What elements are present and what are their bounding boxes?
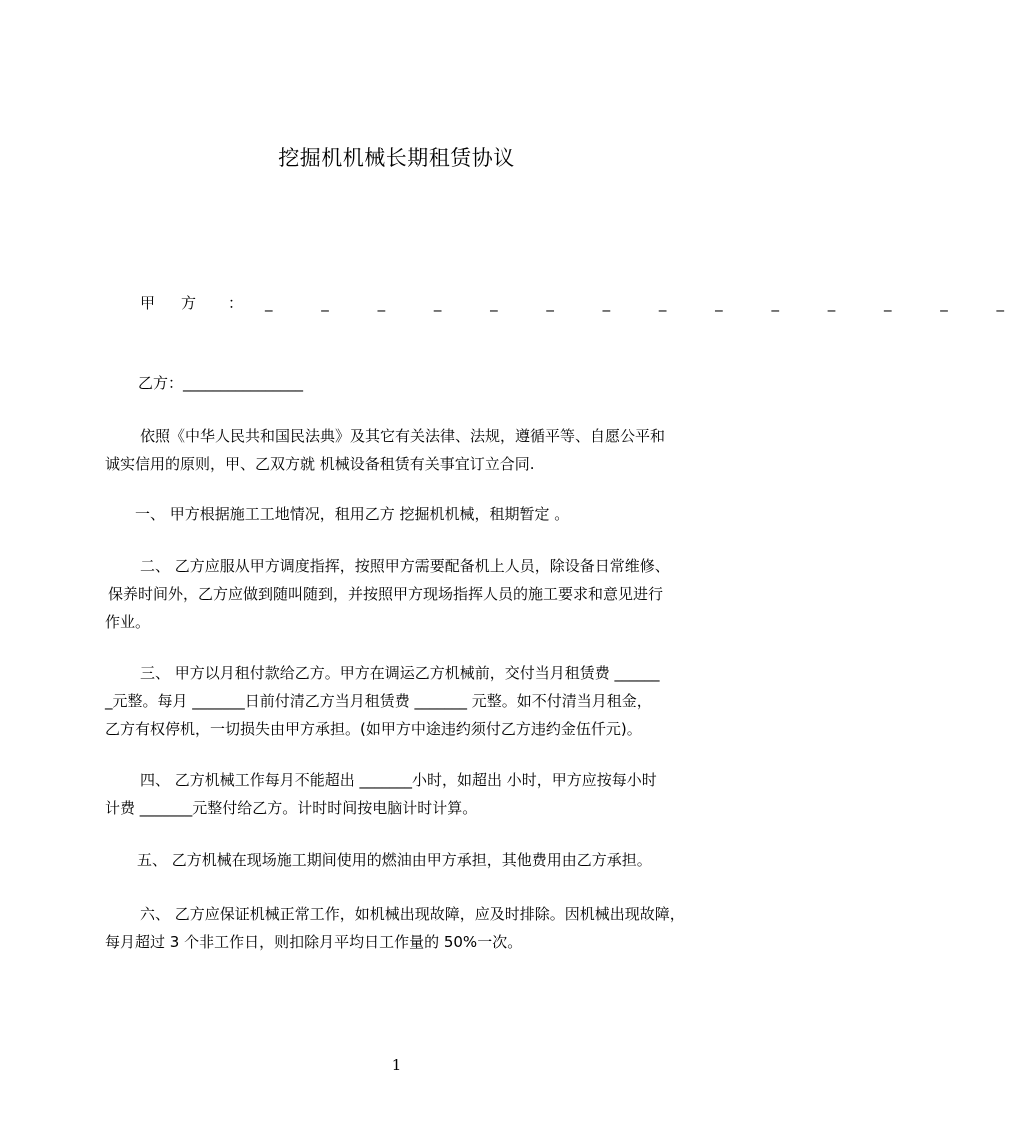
party-a-colon: ： bbox=[228, 294, 244, 312]
party-a-blank: _ _ _ _ _ _ _ _ _ _ _ _ _ _ bbox=[265, 294, 1026, 312]
page-number: 1 bbox=[391, 1056, 402, 1074]
clause-line: 计费 _______元整付给乙方。计时时间按电脑计时计算。 bbox=[105, 799, 478, 817]
clause-5-paragraph bbox=[105, 846, 705, 874]
clause-line: 三、 甲方以月租付款给乙方。甲方在调运乙方机械前，交付当月租赁费 ______ bbox=[140, 664, 660, 682]
document-title: 挖掘机机械长期租赁协议 bbox=[278, 146, 515, 170]
preamble-paragraph bbox=[105, 422, 705, 478]
clause-2-paragraph bbox=[105, 552, 705, 636]
clause-line: 五、 乙方机械在现场施工期间使用的燃油由甲方承担，其他费用由乙方承担。 bbox=[137, 851, 652, 869]
party-b-blank: ________________ bbox=[183, 374, 304, 392]
preamble-line: 依照《中华人民共和国民法典》及其它有关法律、法规，遵循平等、自愿公平和 bbox=[140, 427, 666, 445]
clause-line: 六、 乙方应保证机械正常工作，如机械出现故障，应及时排除。因机械出现故障， bbox=[140, 905, 685, 923]
party-a-line bbox=[140, 292, 1026, 313]
clause-4-paragraph bbox=[105, 766, 705, 822]
clause-line: 乙方有权停机，一切损失由甲方承担。(如甲方中途违约须付乙方违约金伍仟元)。 bbox=[105, 720, 642, 738]
clause-line: 一、 甲方根据施工工地情况，租用乙方 挖掘机机械，租期暂定 。 bbox=[135, 505, 570, 523]
clause-line: _元整。每月 _______日前付清乙方当月租赁费 _______ 元整。如不付清当月租金， bbox=[105, 692, 652, 710]
clause-line: 每月超过 3 个非工作日，则扣除月平均日工作量的 50%一次。 bbox=[105, 933, 523, 951]
clause-line: 二、 乙方应服从甲方调度指挥，按照甲方需要配备机上人员，除设备日常维修、 bbox=[140, 557, 670, 575]
clause-6-paragraph bbox=[105, 900, 705, 956]
party-b-label: 乙方： bbox=[138, 374, 184, 392]
party-b-line bbox=[138, 372, 303, 393]
clause-line: 作业。 bbox=[105, 613, 151, 631]
party-a-label: 甲方 bbox=[140, 294, 223, 312]
clause-line: 保养时间外，乙方应做到随叫随到，并按照甲方现场指挥人员的施工要求和意见进行 bbox=[108, 585, 664, 603]
clause-1-paragraph bbox=[105, 500, 705, 528]
clause-line: 四、 乙方机械工作每月不能超出 _______小时，如超出 小时，甲方应按每小时 bbox=[140, 771, 657, 789]
clause-3-paragraph bbox=[105, 659, 705, 743]
preamble-line: 诚实信用的原则，甲、乙双方就 机械设备租赁有关事宜订立合同. bbox=[105, 455, 535, 473]
